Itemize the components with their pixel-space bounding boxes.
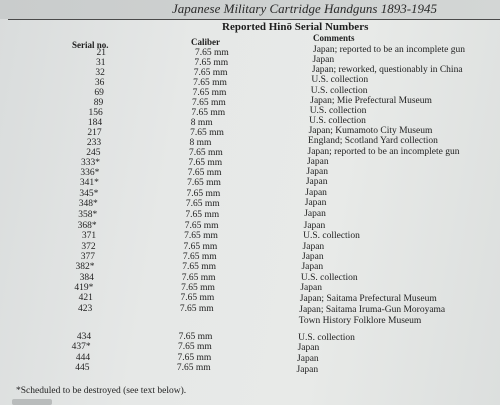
caliber-cell: 7.65 mm (185, 199, 220, 209)
column-header-comments: Comments (313, 33, 355, 43)
running-title: Japanese Military Cartridge Handguns 1893-1945 (172, 1, 438, 16)
serial-cell: 444 (75, 353, 91, 363)
caliber-cell: 7.65 mm (193, 68, 228, 78)
comment-cell: Japan (312, 55, 335, 66)
caliber-cell: 7.65 mm (178, 332, 213, 342)
comment-cell: U.S. collection (303, 230, 360, 241)
comment-cell: Japan (302, 252, 324, 262)
column-header-caliber: Caliber (191, 37, 220, 47)
comment-cell: Japan (297, 354, 319, 365)
column-header-serial: Serial no. (72, 40, 109, 50)
serial-cell: 371 (81, 231, 97, 241)
comment-cell: Japan (305, 176, 328, 187)
serial-cell: 377 (80, 252, 95, 262)
caliber-cell: 7.65 mm (191, 108, 226, 118)
comment-cell: Japan (304, 198, 327, 209)
comment-cell: Japan; Saitama Iruma-Gun Moroyama (299, 304, 446, 315)
serial-cell: 423 (78, 304, 93, 314)
caliber-cell: 7.65 mm (178, 342, 212, 352)
caliber-cell: 8 mm (189, 138, 212, 148)
comment-cell: Japan; reported to be an incomplete gun (307, 146, 460, 157)
comment-cell: U.S. collection (298, 333, 355, 344)
comment-cell: U.S. collection (311, 75, 369, 86)
comment-cell: Japan; Kumamoto City Museum (308, 126, 433, 137)
serial-cell: 345* (79, 189, 99, 199)
serial-cell: 384 (79, 273, 94, 283)
caliber-cell: 7.65 mm (187, 178, 221, 188)
serial-cell: 358* (78, 210, 98, 220)
footnote: *Scheduled to be destroyed (see text below). (16, 386, 187, 396)
comment-cell: Japan (300, 283, 322, 294)
comment-cell: Japan (302, 241, 325, 252)
comment-cell: Japan (306, 156, 329, 167)
caliber-cell: 7.65 mm (180, 293, 215, 303)
caliber-cell: 7.65 mm (183, 242, 218, 252)
caliber-cell: 7.65 mm (190, 128, 224, 138)
comment-cell: Japan; reported to be an incomplete gun (313, 45, 465, 55)
serial-cell: 69 (94, 88, 104, 98)
caliber-cell: 7.65 mm (177, 353, 212, 363)
serial-cell: 32 (95, 68, 105, 78)
caliber-cell: 7.65 mm (185, 210, 220, 220)
serial-cell: 245 (86, 148, 101, 158)
caliber-cell: 7.65 mm (194, 58, 229, 68)
comment-cell: Japan; Saitama Prefectural Museum (299, 293, 437, 304)
serial-cell: 419* (74, 283, 94, 293)
header-rule (8, 19, 500, 20)
serial-cell: 333* (80, 158, 100, 168)
table-title: Reported Hinō Serial Numbers (222, 21, 369, 33)
caliber-cell: 7.65 mm (186, 189, 221, 199)
comment-cell: England; Scotland Yard collection (308, 136, 438, 147)
caliber-cell: 7.65 mm (184, 231, 218, 241)
serial-cell: 437* (71, 342, 91, 352)
comment-cell: Japan (297, 343, 320, 354)
comment-cell: U.S. collection (309, 116, 366, 127)
caliber-cell: 7.65 mm (191, 98, 226, 108)
comment-cell: Japan (304, 209, 326, 220)
comment-cell: Japan (306, 166, 329, 177)
serial-cell: 217 (87, 128, 102, 138)
serial-cell: 421 (78, 293, 93, 303)
serial-cell: 184 (87, 118, 103, 128)
serial-cell: 21 (96, 48, 106, 58)
serial-cell: 233 (86, 138, 102, 148)
caliber-cell: 7.65 mm (182, 262, 217, 272)
comment-cell: Japan; reworked, questionably in China (311, 65, 463, 76)
caliber-cell: 7.65 mm (176, 363, 211, 373)
comment-cell: Town History Folklore Museum (298, 315, 422, 326)
caliber-cell: 7.65 mm (179, 304, 214, 314)
comment-cell: Japan (305, 188, 327, 199)
comment-cell: Japan (303, 220, 326, 231)
serial-cell: 31 (95, 58, 106, 68)
comment-cell: Japan (301, 262, 324, 273)
serial-cell: 382* (75, 262, 95, 272)
page-edge-smudge (12, 399, 52, 405)
serial-cell: 348* (78, 199, 98, 209)
comment-cell: U.S. collection (300, 273, 358, 284)
serial-cell: 368* (77, 221, 97, 231)
serial-cell: 89 (93, 98, 104, 108)
caliber-cell: 7.65 mm (192, 88, 227, 98)
comment-cell: U.S. collection (310, 85, 368, 96)
serial-cell: 336* (80, 168, 100, 178)
serial-cell: 434 (76, 332, 92, 342)
caliber-cell: 7.65 mm (193, 78, 227, 88)
caliber-cell: 7.65 mm (195, 48, 229, 58)
caliber-cell: 7.65 mm (187, 168, 222, 178)
caliber-cell: 7.65 mm (188, 158, 223, 168)
serial-cell: 372 (81, 242, 96, 252)
comment-cell: Japan (296, 364, 319, 375)
caliber-cell: 8 mm (190, 118, 213, 128)
caliber-cell: 7.65 mm (182, 252, 217, 262)
serial-cell: 36 (94, 78, 105, 88)
caliber-cell: 7.65 mm (181, 283, 215, 293)
serial-cell: 445 (75, 363, 90, 373)
comment-cell: Japan; Mie Prefectural Museum (310, 95, 432, 106)
serial-cell: 156 (88, 108, 103, 118)
serial-cell: 341* (79, 178, 99, 188)
caliber-cell: 7.65 mm (184, 221, 219, 231)
comment-cell: U.S. collection (309, 105, 367, 116)
caliber-cell: 7.65 mm (181, 273, 216, 283)
caliber-cell: 7.65 mm (188, 148, 223, 158)
